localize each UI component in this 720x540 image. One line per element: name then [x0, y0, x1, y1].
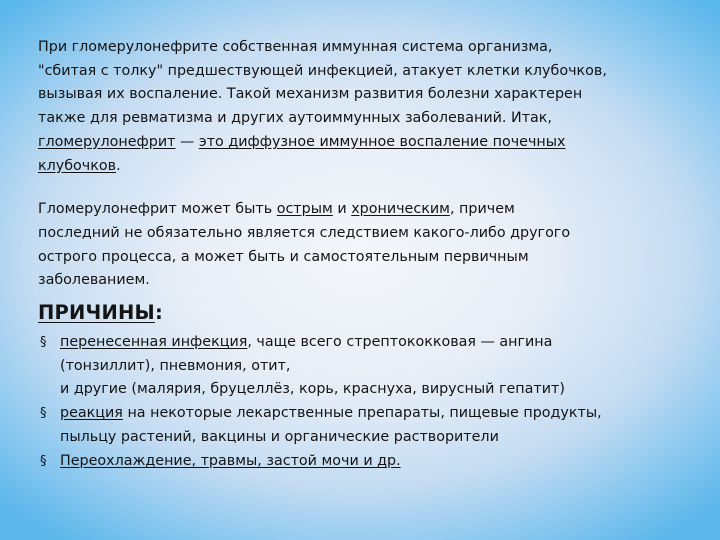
list-item-line: и другие (малярия, бруцеллёз, корь, краснуха, вирусный гепатит) [60, 381, 565, 398]
definition-line [38, 131, 688, 155]
causes-heading [38, 299, 688, 327]
list-item-line [60, 450, 688, 474]
infection-link[interactable]: перенесенная инфекция [60, 334, 248, 351]
list-item [38, 402, 688, 449]
bullet-icon: § [40, 406, 47, 422]
definition-term-link[interactable]: гломерулонефрит [38, 133, 176, 150]
hypothermia-link[interactable]: Переохлаждение, травмы, застой мочи и др. [60, 452, 401, 469]
forms-rest: , причем [449, 201, 515, 218]
list-item-text: , чаще всего стрептококковая — ангина [247, 334, 553, 351]
paragraph-line: также для ревматизма и других аутоиммунных заболеваний. Итак, [38, 110, 552, 127]
definition-line-2 [38, 155, 688, 179]
list-item-line: (тонзиллит), пневмония, отит, [60, 357, 291, 374]
definition-dash: — [175, 133, 199, 150]
bullet-icon: § [40, 453, 47, 469]
paragraph-line: При гломерулонефрите собственная иммунная система организма, [38, 39, 553, 55]
slide-content [38, 36, 688, 473]
forms-line [38, 198, 688, 222]
list-item-line: пыльцу растений, вакцины и органические растворители [60, 428, 499, 445]
reaction-link[interactable]: реакция [60, 405, 123, 422]
forms-and: и [332, 201, 352, 218]
causes-heading-colon: : [154, 301, 163, 325]
list-item-text: на некоторые лекарственные препараты, пищевые продукты, [122, 405, 602, 422]
definition-text-link-2[interactable]: клубочков [38, 157, 117, 174]
list-item-line [60, 402, 688, 426]
paragraph-line: вызывая их воспаление. Такой механизм развития болезни характерен [38, 86, 583, 103]
paragraph-line: острого процесса, а может быть и самостоятельным первичным [38, 248, 529, 265]
definition-end: . [116, 157, 121, 174]
list-item [38, 450, 688, 474]
paragraph-line: заболеванием. [38, 272, 150, 289]
definition-text-link[interactable]: это диффузное иммунное воспаление почечных [198, 133, 566, 150]
paragraph-line: последний не обязательно является следствием какого-либо другого [38, 224, 571, 241]
forms-start: Гломерулонефрит может быть [38, 201, 277, 218]
list-item-line [60, 331, 688, 355]
causes-list [38, 331, 688, 473]
list-item [38, 331, 688, 402]
intro-paragraph [38, 36, 688, 178]
acute-link[interactable]: острым [276, 201, 333, 218]
bullet-icon: § [40, 335, 47, 351]
forms-paragraph [38, 198, 688, 293]
causes-heading-word: ПРИЧИНЫ [38, 301, 155, 325]
chronic-link[interactable]: хроническим [351, 201, 450, 218]
paragraph-line: "сбитая с толку" предшествующей инфекцией, атакует клетки клубочков, [38, 62, 607, 79]
